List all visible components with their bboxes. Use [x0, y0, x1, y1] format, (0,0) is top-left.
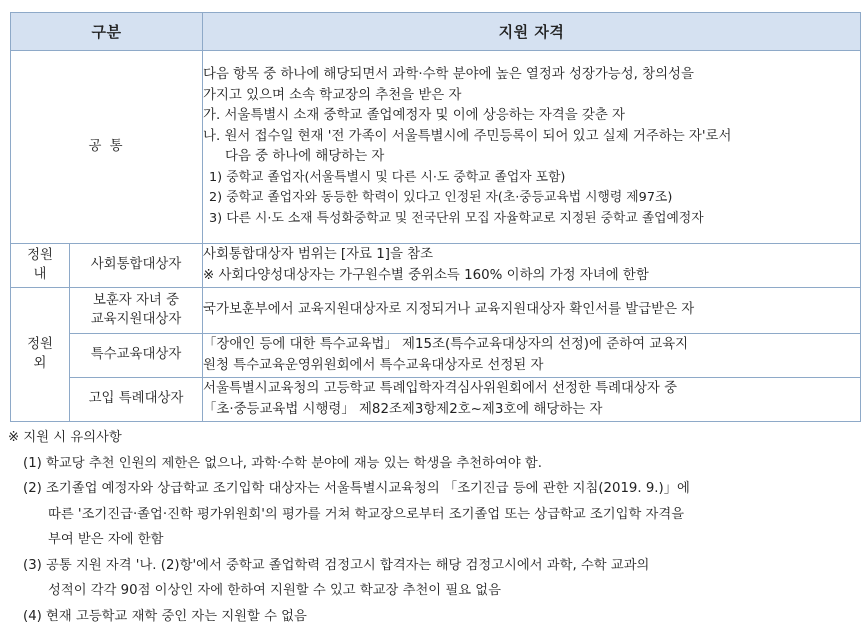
special-admission-line-2: 「초·중등교육법 시행령」 제82조제3항제2호~제3호에 해당하는 자 — [203, 401, 603, 417]
common-item-ga: 가. 서울특별시 소재 중학교 졸업예정자 및 이에 상응하는 자격을 갖춘 자 — [203, 108, 625, 123]
note-2-cont-1: 따른 '조기진급·졸업·진학 평가위원회'의 평가를 거쳐 학교장으로부터 조기졸업 또는 상급학교 조기입학 자격을 — [48, 506, 685, 522]
social-integration-content — [203, 244, 861, 288]
common-sub-2: 2) 중학교 졸업자와 동등한 학력이 있다고 인정된 자(초·중등교육법 시행령 제97조) — [209, 190, 673, 205]
social-integration-line-2: ※ 사회다양성대상자는 가구원수별 중위소득 160% 이하의 가정 자녀에 한함 — [203, 267, 649, 283]
common-line-1: 다음 항목 중 하나에 해당되면서 과학·수학 분야에 높은 열정과 성장가능성, 창의성을 — [203, 67, 694, 82]
eligibility-table — [10, 12, 861, 422]
note-2: (2) 조기졸업 예정자와 상급학교 조기입학 대상자는 서울특별시교육청의 「조기진급 등에 관한 지침(2019. 9.)」에 — [23, 481, 690, 496]
note-1: (1) 학교당 추천 인원의 제한은 없으나, 과학·수학 분야에 재능 있는 학생을 추천하여야 함. — [23, 455, 542, 471]
social-integration-line-1: 사회통합대상자 범위는 [자료 1]을 참조 — [203, 247, 434, 262]
common-item-na: 나. 원서 접수일 현재 '전 가족이 서울특별시에 주민등록이 되어 있고 실제 거주하는 자'로서 — [203, 128, 732, 144]
common-row — [11, 51, 861, 244]
special-admission-category: 고입 특례대상자 — [70, 378, 203, 422]
common-content — [203, 51, 861, 244]
special-admission-line-1: 서울특별시교육청의 고등학교 특례입학자격심사위원회에서 선정한 특례대상자 중 — [203, 381, 678, 396]
header-category: 구분 — [11, 13, 203, 51]
special-ed-line-2: 원청 특수교육운영위원회에서 특수교육대상자로 선정된 자 — [203, 357, 544, 373]
special-ed-line-1: 「장애인 등에 대한 특수교육법」 제15조(특수교육대상자의 선정)에 준하여 교육지 — [203, 337, 689, 352]
outside-quota-label: 정원 외 — [11, 288, 70, 422]
common-item-na-cont: 다음 중 하나에 해당하는 자 — [225, 149, 385, 164]
common-label: 공 통 — [11, 51, 203, 244]
application-notes — [8, 425, 860, 629]
veteran-content — [203, 288, 861, 334]
notes-title: ※ 지원 시 유의사항 — [8, 430, 122, 445]
table-header-row — [11, 13, 861, 51]
veteran-line-1: 국가보훈부에서 교육지원대상자로 지정되거나 교육지원대상자 확인서를 발급받은 자 — [203, 302, 695, 318]
common-sub-3: 3) 다른 시·도 소재 특성화중학교 및 전국단위 모집 자율학교로 지정된 중학교 졸업예정자 — [209, 210, 704, 226]
veteran-category: 보훈자 자녀 중 교육지원대상자 — [70, 288, 203, 334]
note-3: (3) 공통 지원 자격 '나. (2)항'에서 중학교 졸업학력 검정고시 합격자는 해당 검정고시에서 과학, 수학 교과의 — [23, 557, 650, 573]
special-admission-row — [11, 378, 861, 422]
special-ed-category: 특수교육대상자 — [70, 334, 203, 378]
common-sub-1: 1) 중학교 졸업자(서울특별시 및 다른 시·도 중학교 졸업자 포함) — [209, 169, 566, 185]
special-admission-content — [203, 378, 861, 422]
social-integration-category: 사회통합대상자 — [70, 244, 203, 288]
special-ed-row — [11, 334, 861, 378]
note-4: (4) 현재 고등학교 재학 중인 자는 지원할 수 없음 — [23, 608, 307, 624]
note-2-cont-2: 부여 받은 자에 한함 — [48, 532, 164, 547]
header-qualification: 지원 자격 — [203, 13, 861, 51]
note-3-cont: 성적이 각각 90점 이상인 자에 한하여 지원할 수 있고 학교장 추천이 필요 없음 — [48, 583, 501, 598]
veteran-row — [11, 288, 861, 334]
within-quota-row — [11, 244, 861, 288]
within-quota-label: 정원 내 — [11, 244, 70, 288]
common-line-2: 가지고 있으며 소속 학교장의 추천을 받은 자 — [203, 87, 462, 103]
special-ed-content — [203, 334, 861, 378]
